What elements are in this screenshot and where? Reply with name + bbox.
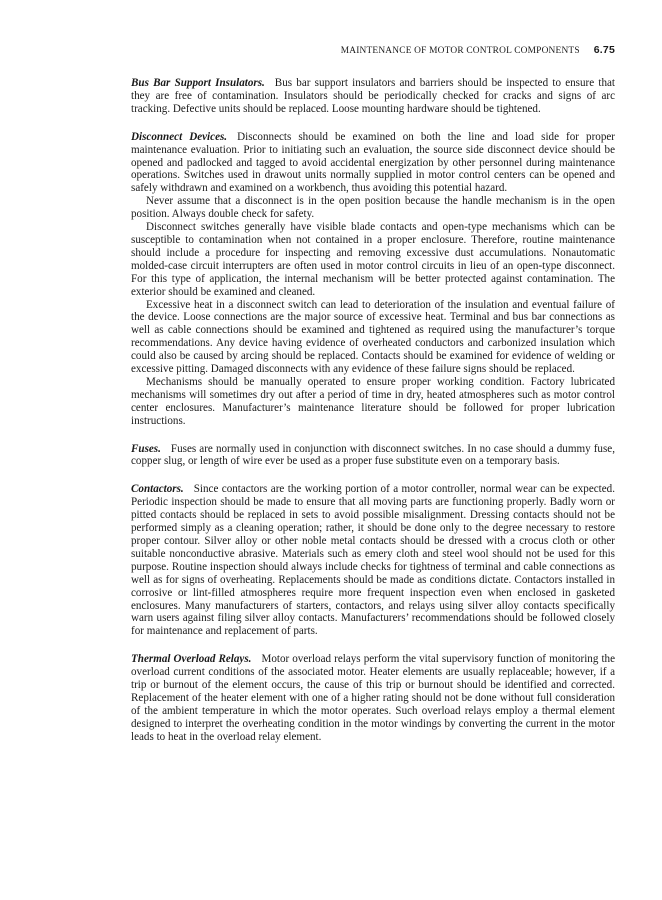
paragraph-text: Bus bar support insulators and barriers should be inspected to ensure that they are free of contamination. Insulators should be periodically checked for cracks and signs of arc tracking. Defective units should be replaced. Loose mounting hardware should be tightened.	[131, 77, 615, 115]
paragraph	[131, 77, 615, 116]
paragraph	[131, 483, 615, 638]
paragraph	[131, 443, 615, 469]
section-heading: Disconnect Devices.	[131, 130, 228, 143]
paragraph: Disconnect switches generally have visible blade contacts and open-type mechanisms which can be susceptible to contamination when not contained in a proper enclosure. Therefore, routine maintenance should include a procedure for inspecting and removing excessive dust accumulations. Nonautomatic molded-case circuit interrupters are often used in motor control circuits in lieu of an open-type disconnect. For this type of application, the internal mechanism will be better protected against contamination. The exterior should be examined and cleaned.	[131, 221, 615, 298]
paragraph-text: Fuses are normally used in conjunction with disconnect switches. In no case should a dummy fuse, copper slug, or length of wire ever be used as a proper fuse substitute even on a temporary basis.	[131, 442, 615, 468]
section-disconnect-devices	[131, 131, 615, 428]
running-title: MAINTENANCE OF MOTOR CONTROL COMPONENTS	[340, 46, 580, 56]
section-fuses	[131, 443, 615, 469]
paragraph-text: Motor overload relays perform the vital supervisory function of monitoring the overload current conditions of the associated motor. Heater elements are usually replaceable; however, if a trip or burnout of the element occurs, the cause of this trip or burnout should be identified and corrected. Replacement of the heater element with one of a higher rating should not be done without full consideration of the ambient temperature in which the motor operates. Such overload relays employ a thermal element designed to interpret the overheating condition in the motor windings by converting the current in the motor leads to heat in the overload relay element.	[131, 653, 615, 743]
paragraph-text: Disconnects should be examined on both the line and load side for proper maintenance evaluation. Prior to initiating such an evaluation, the source side disconnect device should be opened and padlocked and tagged to avoid accidental energization by other personnel during maintenance operations. Switches used in drawout units normally supplied in motor control centers can be opened and safely withdrawn and examined on a workbench, thus avoiding this potential hazard.	[131, 130, 615, 195]
section-heading: Bus Bar Support Insulators.	[131, 77, 265, 89]
paragraph	[131, 653, 615, 743]
paragraph: Mechanisms should be manually operated to ensure proper working condition. Factory lubricated mechanisms will sometimes dry out after a period of time in dry, heated atmospheres such as motor control center enclosures. Manufacturer’s maintenance literature should be followed for proper lubrication instructions.	[131, 375, 615, 427]
paragraph	[131, 131, 615, 196]
paragraph: Excessive heat in a disconnect switch can lead to deterioration of the insulation and eventual failure of the device. Loose connections are the major source of excessive heat. Terminal and bus bar connections as well as cable connections should be examined and tightened as required using the manufacturer’s torque recommendations. Any device having evidence of overheated conductors and carbonized insulation which could also be caused by arcing should be replaced. Contacts should be examined for evidence of welding or excessive pitting. Damaged disconnects with any evidence of these failure signs should be replaced.	[131, 298, 615, 376]
section-bus-bar-support-insulators	[131, 77, 615, 116]
paragraph-text: Since contactors are the working portion of a motor controller, normal wear can be expected. Periodic inspection should be made to ensure that all moving parts are functioning properly. Badly worn or pitted contacts should be replaced in sets to avoid possible misalignment. Dressing contacts should not be performed simply as a cleaning operation; rather, it should be done only to the degree necessary to restore proper contour. Silver alloy or other noble metal contacts should be dressed with a crocus cloth or other suitable nonconductive abrasive. Materials such as emery cloth and steel wool should not be used for this purpose. Routine inspection should always include checks for tightness of terminal and cable connections as well as for signs of overheating. Replacements should be made as conditions dictate. Contactors installed in corrosive or lint-filled atmospheres require more frequent inspection even when enclosed in gasketed enclosures. Many manufacturers of starters, contactors, and relays using silver alloy contacts specifically warn users against filing silver alloy contacts. Manufacturers’ recommendations should be followed closely for maintenance and replacement of parts.	[131, 483, 615, 638]
section-contactors	[131, 483, 615, 638]
section-thermal-overload-relays	[131, 653, 615, 743]
section-heading: Thermal Overload Relays.	[131, 653, 252, 666]
running-header	[130, 44, 615, 56]
section-heading: Contactors.	[131, 483, 184, 496]
page-number: 6.75	[593, 44, 615, 56]
section-heading: Fuses.	[131, 442, 161, 455]
body-text	[131, 77, 615, 759]
paragraph: Never assume that a disconnect is in the open position because the handle mechanism is in the open position. Always double check for safety.	[131, 195, 615, 221]
